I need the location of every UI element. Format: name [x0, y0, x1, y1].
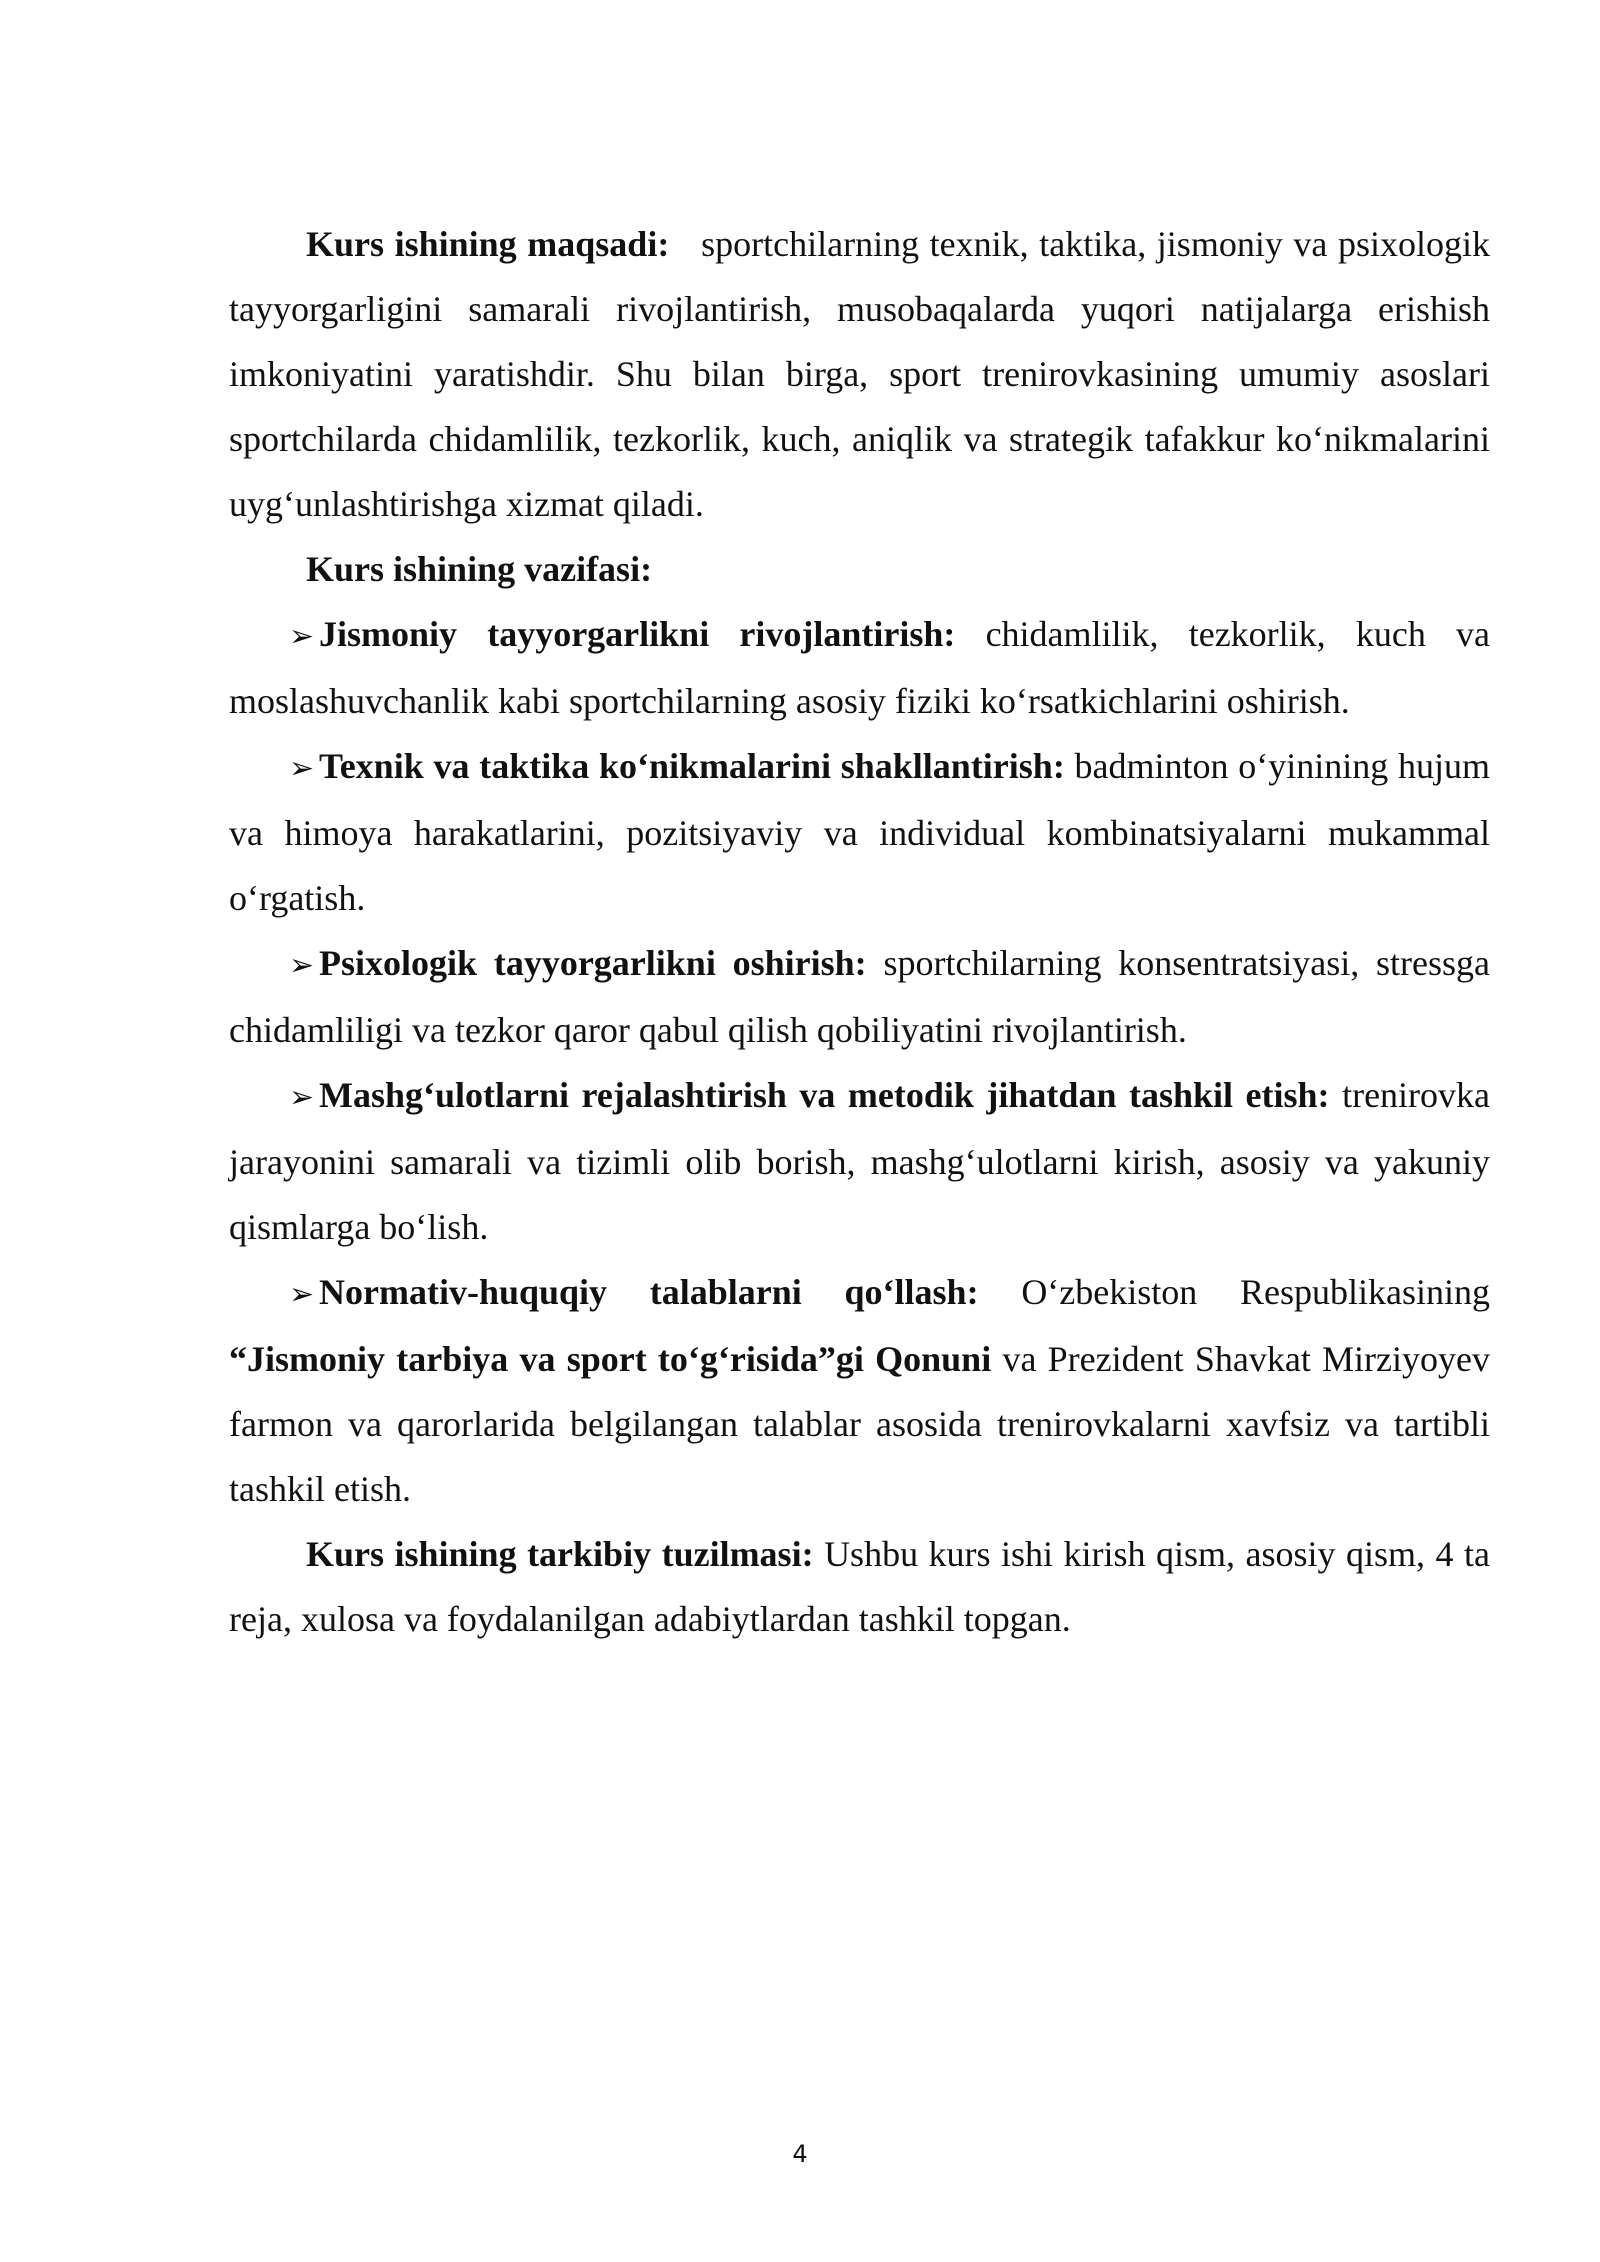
- law-title: “Jismoniy tarbiya va sport to‘g‘risida”gi Qonuni: [229, 1339, 992, 1379]
- goal-text: sportchilarning texnik, taktika, jismoniy va psixologik tayyorgarligini samarali rivojlantirish, musobaqalarda yuqori natijalarga erishish imkoniyatini yaratishdir. Shu bilan birga, sport trenirovkasining umumiy asoslari sportchilarda chidamlilik, tezkorlik, kuch, aniqlik va strategik tafakkur ko‘nikmalarini uyg‘unlashtirishga xizmat qiladi.: [229, 224, 1491, 524]
- structure-label: Kurs ishining tarkibiy tuzilmasi:: [306, 1534, 814, 1574]
- task-title: Texnik va taktika ko‘nikmalarini shakllantirish:: [319, 746, 1065, 786]
- arrowhead-right-icon: ➢: [289, 1278, 315, 1311]
- tasks-heading: Kurs ishining vazifasi:: [306, 549, 653, 589]
- task-text: sportchilarning konsentratsiyasi, stressga chidamliligi va tezkor qaror qabul qilish qobiliyatini rivojlantirish.: [229, 943, 1491, 1050]
- task-text: trenirovka jarayonini samarali va tizimli olib borish, mashg‘ulotlarni kirish, asosiy va yakuniy qismlarga bo‘lish.: [229, 1075, 1491, 1247]
- task-item: [229, 1260, 1490, 1522]
- task-title: Psixologik tayyorgarlikni oshirish:: [319, 943, 867, 983]
- task-title: Mashg‘ulotlarni rejalashtirish va metodik jihatdan tashkil etish:: [319, 1075, 1330, 1115]
- task-text-after: va Prezident Shavkat Mirziyoyev farmon va qarorlarida belgilangan talablar asosida trenirovkalarni xavfsiz va tartibli tashkil etish.: [229, 1339, 1491, 1509]
- task-text-before: O‘zbekiston Respublikasining: [1021, 1272, 1490, 1312]
- tasks-heading-paragraph: [229, 537, 1490, 602]
- arrowhead-right-icon: ➢: [289, 1081, 315, 1114]
- task-title: Jismoniy tayyorgarlikni rivojlantirish:: [319, 614, 956, 654]
- arrowhead-right-icon: ➢: [289, 620, 315, 653]
- document-body: [229, 212, 1490, 1652]
- task-item: [229, 734, 1490, 931]
- goal-paragraph: [229, 212, 1490, 537]
- arrowhead-right-icon: ➢: [289, 752, 315, 785]
- task-item: [229, 931, 1490, 1063]
- task-title: Normativ-huquqiy talablarni qo‘llash:: [319, 1272, 979, 1312]
- goal-label: Kurs ishining maqsadi:: [306, 224, 670, 264]
- page-number: 4: [792, 2140, 808, 2168]
- task-text: badminton o‘yinining hujum va himoya harakatlarini, pozitsiyaviy va individual kombinatsiyalarni mukammal o‘rgatish.: [229, 746, 1490, 918]
- task-text: chidamlilik, tezkorlik, kuch va moslashuvchanlik kabi sportchilarning asosiy fiziki ko‘rsatkichlarini oshirish.: [229, 614, 1490, 721]
- structure-paragraph: [229, 1522, 1490, 1652]
- structure-text: Ushbu kurs ishi kirish qism, asosiy qism, 4 ta reja, xulosa va foydalanilgan adabiytlardan tashkil topgan.: [229, 1534, 1491, 1639]
- task-item: [229, 602, 1490, 734]
- arrowhead-right-icon: ➢: [289, 949, 315, 982]
- task-item: [229, 1063, 1490, 1260]
